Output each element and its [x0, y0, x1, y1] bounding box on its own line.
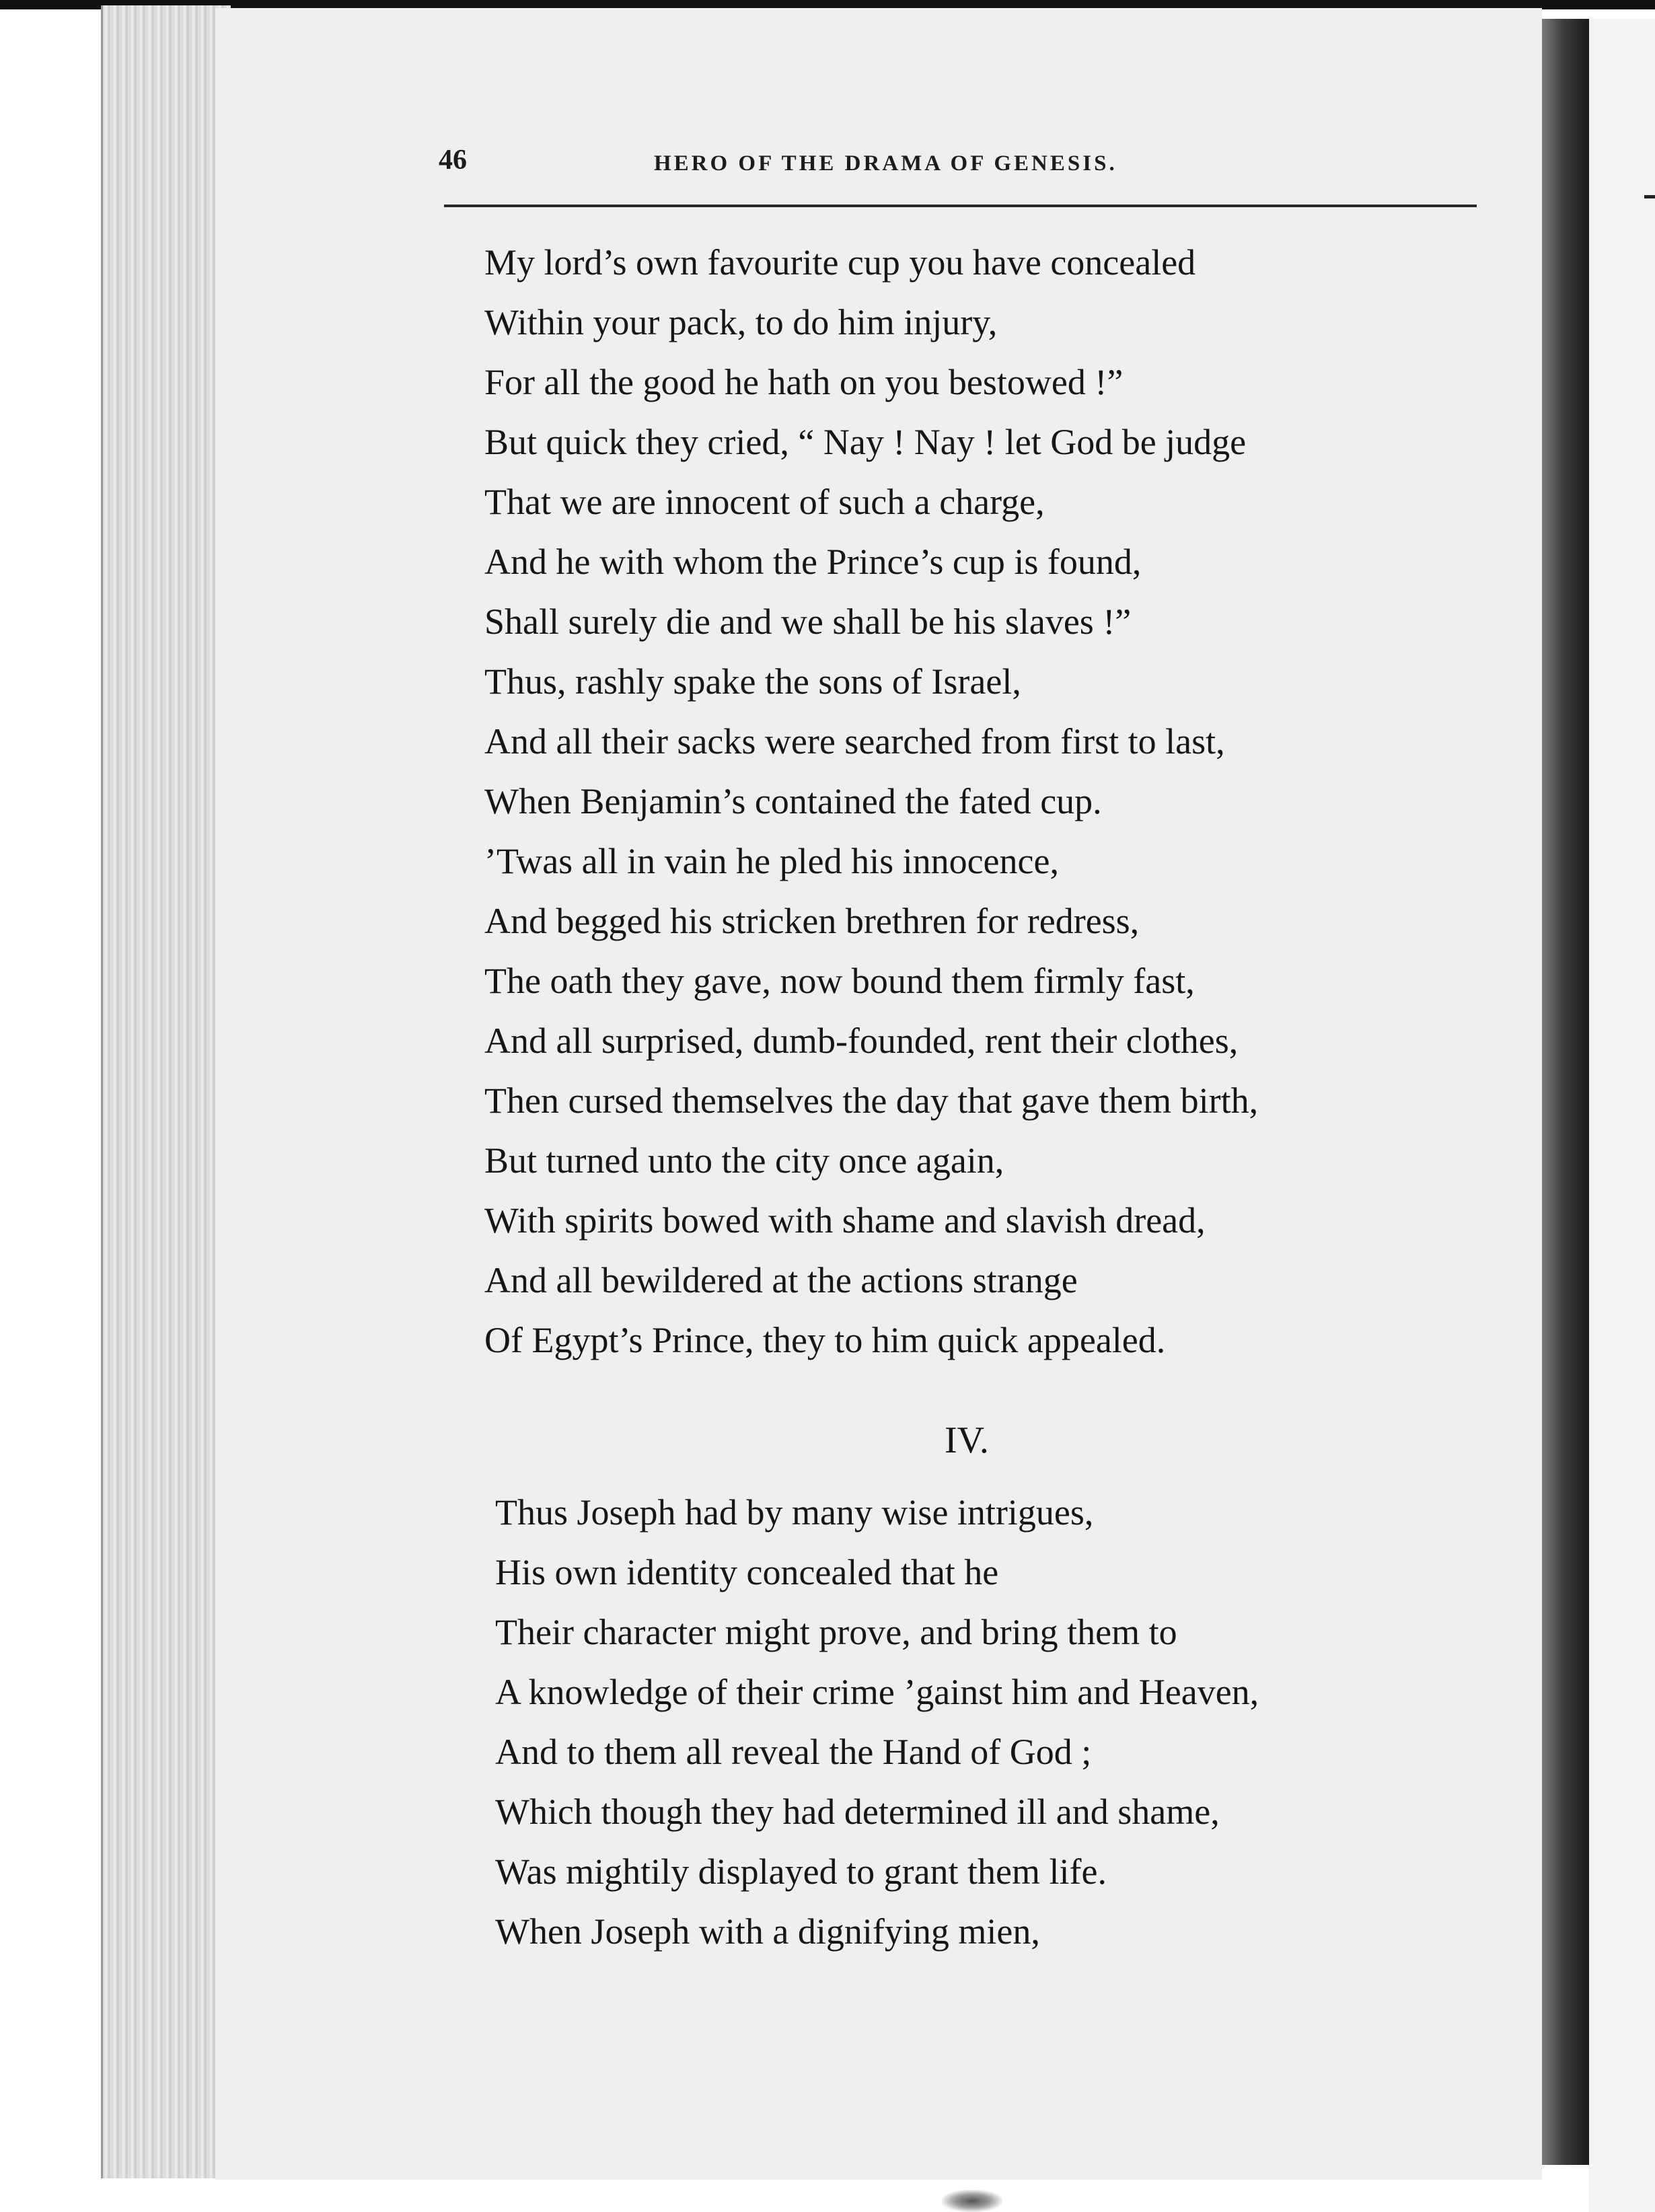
- scan-smudge: [942, 2190, 1002, 2212]
- header-rule: [444, 205, 1477, 207]
- verse-line: And he with whom the Prince’s cup is found,: [484, 542, 1142, 582]
- spine-shadow: [1542, 19, 1589, 2165]
- verse-line: Which though they had determined ill and shame,: [495, 1792, 1220, 1832]
- verse-line: Thus, rashly spake the sons of Israel,: [484, 661, 1021, 702]
- verse-stanza-2: [495, 1483, 1518, 1962]
- page-edges: [101, 5, 231, 2178]
- verse-line: That we are innocent of such a charge,: [484, 482, 1045, 522]
- verse-line: ’Twas all in vain he pled his innocence,: [484, 841, 1059, 881]
- verse-line: And begged his stricken brethren for redress,: [484, 901, 1140, 941]
- verse-line: Within your pack, to do him injury,: [484, 302, 998, 342]
- verse-line: Their character might prove, and bring them to: [495, 1612, 1177, 1652]
- verse-line: Shall surely die and we shall be his slaves !”: [484, 601, 1132, 642]
- page-number: 46: [439, 145, 467, 176]
- verse-line: A knowledge of their crime ’gainst him and Heaven,: [495, 1672, 1259, 1712]
- verse-line: And to them all reveal the Hand of God ;: [495, 1732, 1092, 1772]
- verse-line: My lord’s own favourite cup you have concealed: [484, 242, 1196, 283]
- verse-line: With spirits bowed with shame and slavish dread,: [484, 1200, 1206, 1241]
- verse-line: And all their sacks were searched from first to last,: [484, 721, 1225, 762]
- verse-line: Thus Joseph had by many wise intrigues,: [495, 1492, 1094, 1533]
- verse-line: When Benjamin’s contained the fated cup.: [484, 781, 1102, 821]
- verse-line: But turned unto the city once again,: [484, 1140, 1004, 1181]
- verse-line: And all bewildered at the actions strange: [484, 1260, 1078, 1300]
- verse-line: Then cursed themselves the day that gave them birth,: [484, 1080, 1259, 1121]
- verse-line: For all the good he hath on you bestowed !”: [484, 362, 1124, 402]
- verse-line: Of Egypt’s Prince, they to him quick appealed.: [484, 1320, 1166, 1360]
- verse-line: When Joseph with a dignifying mien,: [495, 1911, 1040, 1952]
- verse-line: Was mightily displayed to grant them life.: [495, 1851, 1107, 1892]
- verse-line: And all surprised, dumb-founded, rent their clothes,: [484, 1021, 1239, 1061]
- verse-line: His own identity concealed that he: [495, 1552, 999, 1592]
- running-title: HERO OF THE DRAMA OF GENESIS.: [654, 151, 1117, 176]
- verse-line: But quick they cried, “ Nay ! Nay ! let God be judge: [484, 422, 1247, 462]
- facing-page-edge: [1589, 19, 1655, 2212]
- verse-stanza-1: [484, 233, 1507, 1370]
- section-heading: IV.: [945, 1420, 989, 1461]
- facing-page-mark: [1644, 195, 1655, 198]
- verse-line: The oath they gave, now bound them firmly fast,: [484, 961, 1195, 1001]
